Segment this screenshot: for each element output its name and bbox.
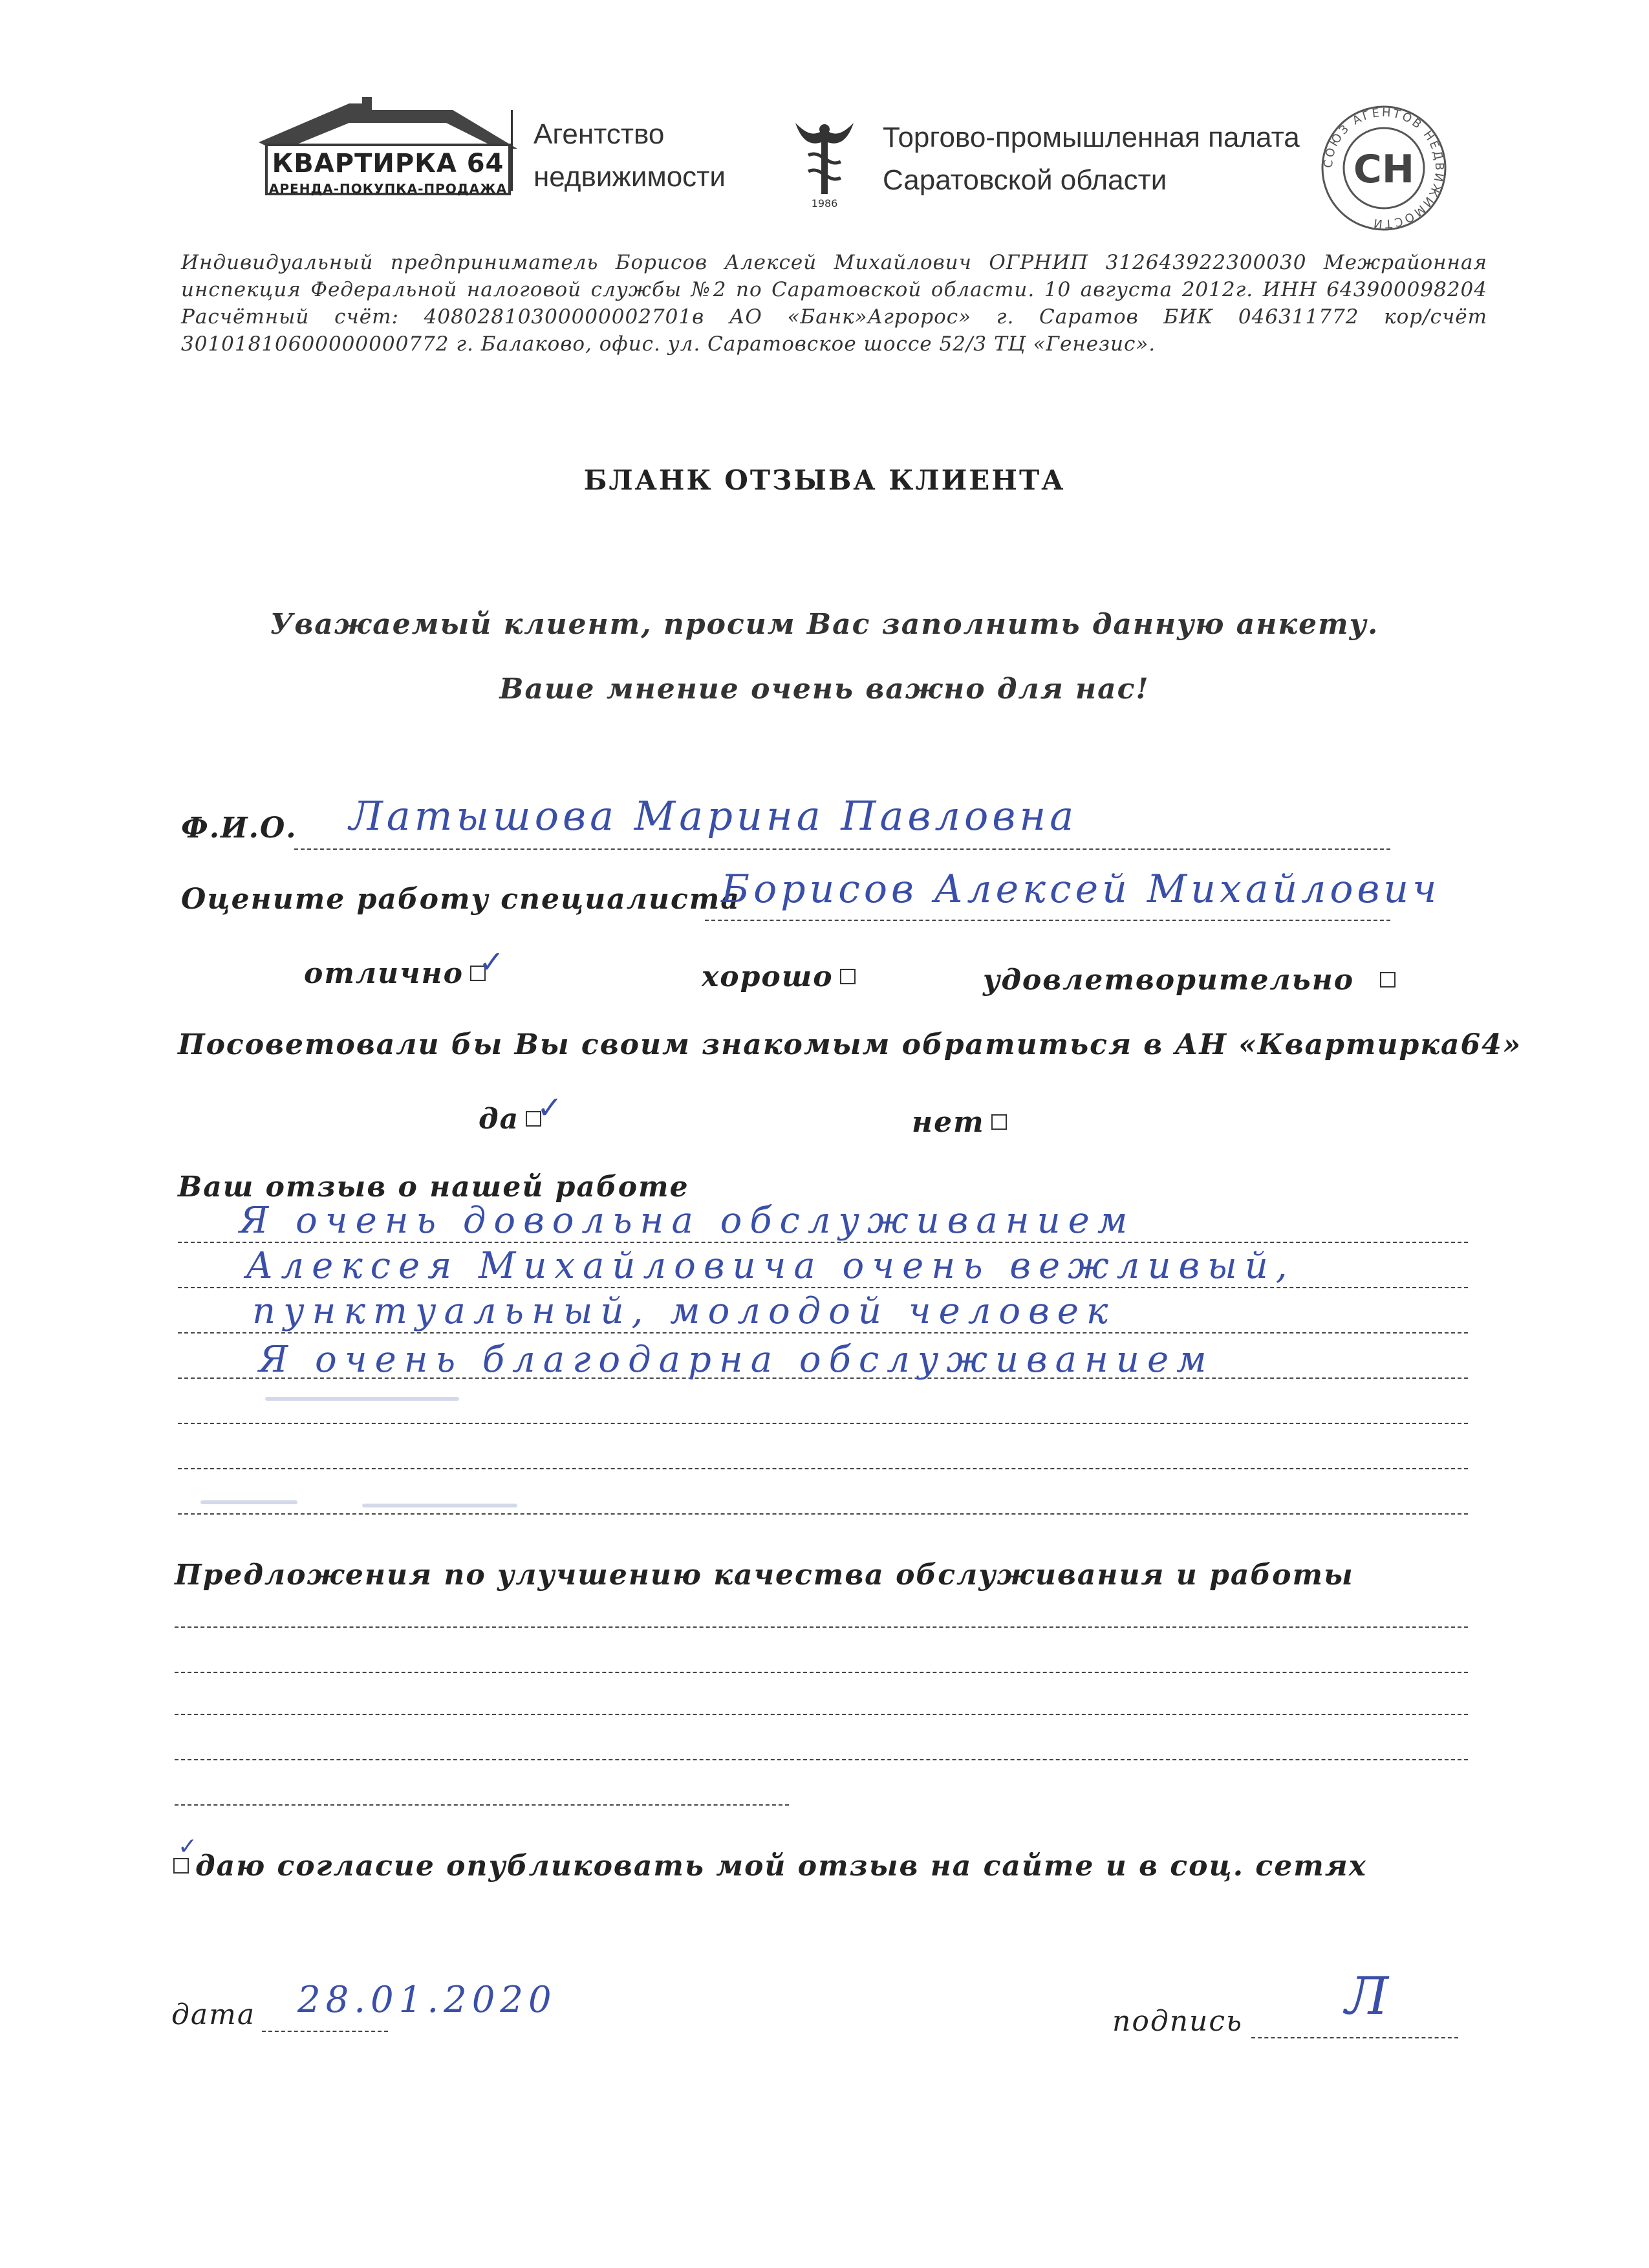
rating-excellent-label: отлично — [304, 957, 464, 990]
agency-caption — [534, 113, 726, 199]
check-mark-icon: ✓ — [537, 1090, 563, 1126]
rating-satisfactory-checkbox[interactable] — [1380, 972, 1396, 988]
specialist-field[interactable]: Борисов Алексей Михайлович — [721, 867, 1441, 912]
logo-tagline: АРЕНДА-ПОКУПКА-ПРОДАЖА — [268, 181, 508, 197]
agency-line-1: Агентство — [534, 118, 665, 150]
specialist-line — [705, 920, 1390, 921]
review-text-line[interactable]: Я очень довольна обслуживанием — [239, 1200, 1136, 1242]
ink-smudge — [362, 1504, 517, 1507]
rating-good-checkbox[interactable] — [840, 969, 856, 984]
suggestions-line[interactable] — [175, 1672, 1468, 1673]
review-line — [178, 1513, 1468, 1515]
consent-checkbox[interactable] — [173, 1858, 189, 1874]
review-line — [178, 1242, 1468, 1243]
recommend-question: Посоветовали бы Вы своим знакомым обратиться в АН «Квартирка64» — [178, 1028, 1522, 1061]
rating-good-option[interactable] — [702, 960, 856, 993]
specialist-label: Оцените работу специалиста — [181, 883, 740, 916]
signature-label: подпись — [1112, 2005, 1243, 2038]
chamber-caption — [883, 116, 1300, 202]
form-title: БЛАНК ОТЗЫВА КЛИЕНТА — [583, 464, 1066, 496]
rating-good-label: хорошо — [702, 960, 834, 993]
company-requisites: Индивидуальный предприниматель Борисов Алексей Михайлович ОГРНИП 312643922300030 Межрайонная инспекция Федеральной налоговой службы №2 по Саратовской области. 10 августа 2012г. ИНН 643900098204 Расчётный счёт: 40802810300000002701в АО «Банк»Агророс» г. Саратов БИК 046311772 кор/счёт 30101810600000000772 г. Балаково, офис. ул. Саратовское шоссе 52/3 ТЦ «Генезис». — [181, 251, 1487, 356]
review-line — [178, 1468, 1468, 1469]
fio-label: Ф.И.О. — [181, 812, 297, 845]
recommend-no-label: нет — [912, 1106, 985, 1139]
signature-field[interactable]: Л — [1345, 1966, 1392, 2026]
rating-satisfactory-label: удовлетворительно — [983, 964, 1355, 997]
rating-satisfactory-option[interactable] — [983, 964, 1396, 997]
logo-name: КВАРТИРКА 64 — [272, 149, 504, 178]
review-text-line[interactable]: пунктуальный, молодой человек — [252, 1290, 1116, 1332]
date-line — [262, 2031, 388, 2032]
suggestions-line[interactable] — [175, 1626, 1468, 1628]
consent-option[interactable] — [173, 1850, 1367, 1883]
review-line — [178, 1423, 1468, 1424]
review-line — [178, 1287, 1468, 1288]
date-field[interactable]: 28.01.2020 — [297, 1979, 557, 2021]
chamber-line-1: Торгово-промышленная палата — [883, 122, 1300, 153]
review-label: Ваш отзыв о нашей работе — [178, 1171, 689, 1204]
fio-field[interactable]: Латышова Марина Павловна — [349, 792, 1078, 839]
suggestions-line[interactable] — [175, 1714, 1468, 1715]
check-mark-icon: ✓ — [479, 944, 505, 980]
chamber-year: 1986 — [811, 197, 838, 210]
chamber-line-2: Саратовской области — [883, 164, 1167, 196]
ink-smudge — [200, 1500, 297, 1504]
review-text-line[interactable]: Я очень благодарна обслуживанием — [259, 1339, 1214, 1381]
header-divider — [511, 110, 513, 191]
review-text-line[interactable]: Алексея Михайловича очень вежливый, — [246, 1245, 1295, 1287]
fio-line — [294, 848, 1390, 850]
suggestions-label: Предложения по улучшению качества обслуживания и работы — [175, 1559, 1354, 1592]
review-line — [178, 1332, 1468, 1334]
seal-ring-text: СОЮЗ АГЕНТОВ НЕДВИЖИМОСТИ — [1321, 105, 1447, 231]
seal-letters: СН — [1353, 147, 1415, 192]
signature-line — [1251, 2037, 1458, 2038]
date-label: дата — [171, 1998, 256, 2031]
consent-label: даю согласие опубликовать мой отзыв на сайте и в соц. сетях — [195, 1850, 1367, 1883]
recommend-no-checkbox[interactable] — [991, 1114, 1007, 1130]
suggestions-line[interactable] — [175, 1804, 789, 1806]
recommend-yes-label: да — [479, 1103, 520, 1136]
ink-smudge — [265, 1397, 459, 1401]
suggestions-line[interactable] — [175, 1759, 1468, 1760]
agency-line-2: недвижимости — [534, 161, 726, 193]
greeting-line-2: Ваше мнение очень важно для нас! — [499, 673, 1150, 706]
check-mark-icon: ✓ — [178, 1833, 198, 1860]
recommend-no-option[interactable] — [912, 1106, 1007, 1139]
rating-excellent-option[interactable] — [304, 957, 486, 990]
greeting-line-1: Уважаемый клиент, просим Вас заполнить данную анкету. — [270, 608, 1379, 641]
recommend-yes-option[interactable] — [479, 1103, 541, 1136]
union-seal-icon — [1319, 103, 1449, 233]
